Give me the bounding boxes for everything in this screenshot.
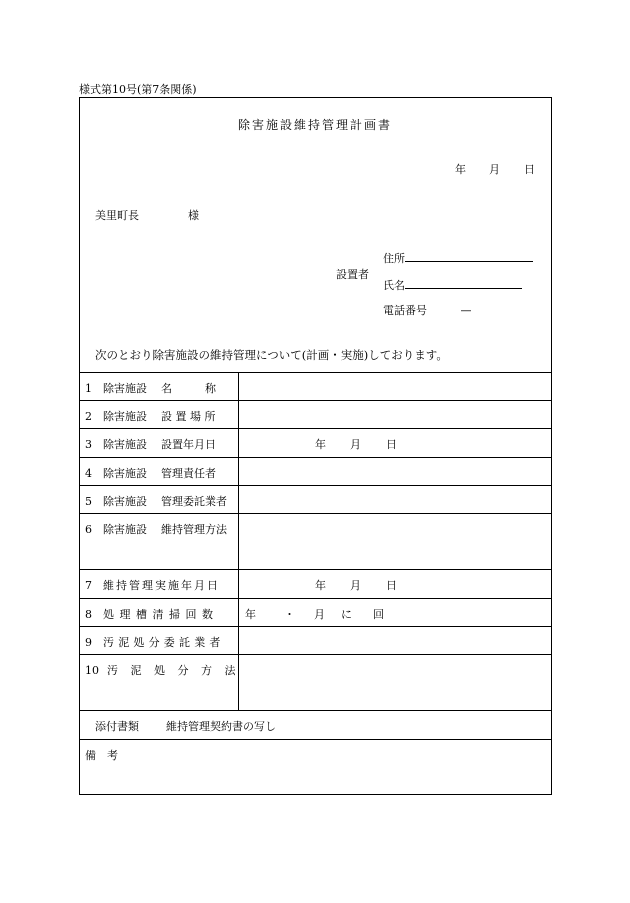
row-label: 処理槽清掃回数 — [103, 608, 219, 621]
row-label: 汚泥処分方法 — [107, 664, 248, 677]
row-prefix: 除害施設 — [103, 382, 147, 395]
phone-separator: — — [460, 304, 472, 317]
table-row — [85, 662, 248, 678]
cleaning-separator: ・ — [284, 608, 295, 621]
maintenance-method-field[interactable] — [239, 513, 551, 569]
row-prefix: 除害施設 — [103, 467, 147, 480]
row-number: 8 — [85, 608, 92, 621]
row-label: 管理委託業者 — [161, 495, 227, 508]
date-month: 月 — [489, 163, 500, 176]
installer-name — [383, 277, 522, 293]
install-day-unit: 日 — [386, 438, 397, 451]
sludge-contractor-field[interactable] — [239, 626, 551, 654]
row-prefix: 除害施設 — [103, 410, 147, 423]
row-label: 名 称 — [161, 382, 216, 395]
installer-phone — [383, 302, 472, 318]
address-field[interactable] — [405, 252, 533, 262]
form-number-label: 様式第10号(第7条関係) — [79, 83, 197, 96]
date-day: 日 — [524, 163, 535, 176]
manager-field[interactable] — [239, 457, 551, 485]
cleaning-per-text: に — [341, 608, 352, 621]
row-number: 2 — [85, 410, 92, 423]
attachments-label: 添付書類 — [95, 720, 139, 733]
row-number: 10 — [85, 664, 99, 677]
row-label: 維持管理方法 — [161, 523, 227, 536]
row-label: 設 置 場 所 — [161, 410, 216, 423]
table-row — [85, 521, 227, 537]
recipient-honorific: 様 — [188, 209, 199, 222]
installer-label: 設置者 — [336, 268, 369, 281]
attachments-value: 維持管理契約書の写し — [166, 720, 276, 733]
cleaning-year-unit: 年 — [245, 608, 256, 621]
name-field[interactable] — [405, 279, 522, 289]
name-label: 氏名 — [383, 279, 405, 292]
phone-label: 電話番号 — [383, 304, 427, 317]
table-row — [85, 606, 219, 622]
date-year: 年 — [455, 163, 466, 176]
table-row — [85, 380, 216, 396]
facility-name-field[interactable] — [239, 372, 551, 400]
row-number: 6 — [85, 523, 92, 536]
cleaning-times-unit: 回 — [373, 608, 384, 621]
installer-address — [383, 250, 533, 266]
remarks-field[interactable] — [80, 764, 551, 794]
installation-location-field[interactable] — [239, 400, 551, 428]
install-year-unit: 年 — [315, 438, 326, 451]
row-number: 1 — [85, 382, 92, 395]
table-row — [85, 408, 216, 424]
cleaning-month-unit: 月 — [314, 608, 325, 621]
row-label: 管理責任者 — [161, 467, 216, 480]
row-number: 4 — [85, 467, 92, 480]
row-prefix: 除害施設 — [103, 523, 147, 536]
recipient-name: 美里町長 — [95, 209, 139, 222]
maintenance-year-unit: 年 — [315, 579, 326, 592]
row-divider — [79, 569, 552, 570]
row-label: 汚泥処分委託業者 — [103, 636, 225, 649]
sludge-method-field[interactable] — [239, 654, 551, 710]
row-divider — [79, 710, 552, 711]
row-number: 3 — [85, 438, 92, 451]
row-number: 5 — [85, 495, 92, 508]
row-prefix: 除害施設 — [103, 495, 147, 508]
table-row — [85, 436, 216, 452]
table-row — [85, 634, 225, 650]
row-label: 設置年月日 — [161, 438, 216, 451]
table-row — [85, 493, 227, 509]
row-label: 維持管理実施年月日 — [103, 579, 220, 592]
row-number: 7 — [85, 579, 92, 592]
row-divider — [79, 428, 552, 429]
table-row — [85, 465, 216, 481]
install-month-unit: 月 — [350, 438, 361, 451]
form-title: 除害施設維持管理計画書 — [237, 118, 392, 132]
row-prefix: 除害施設 — [103, 438, 147, 451]
row-divider — [79, 598, 552, 599]
row-number: 9 — [85, 636, 92, 649]
maintenance-day-unit: 日 — [386, 579, 397, 592]
row-divider — [79, 739, 552, 740]
remarks-label: 備 考 — [85, 749, 118, 762]
maintenance-month-unit: 月 — [350, 579, 361, 592]
table-row — [85, 577, 220, 593]
contractor-field[interactable] — [239, 485, 551, 513]
address-label: 住所 — [383, 252, 405, 265]
intro-text: 次のとおり除害施設の維持管理について(計画・実施)しております。 — [95, 348, 448, 362]
